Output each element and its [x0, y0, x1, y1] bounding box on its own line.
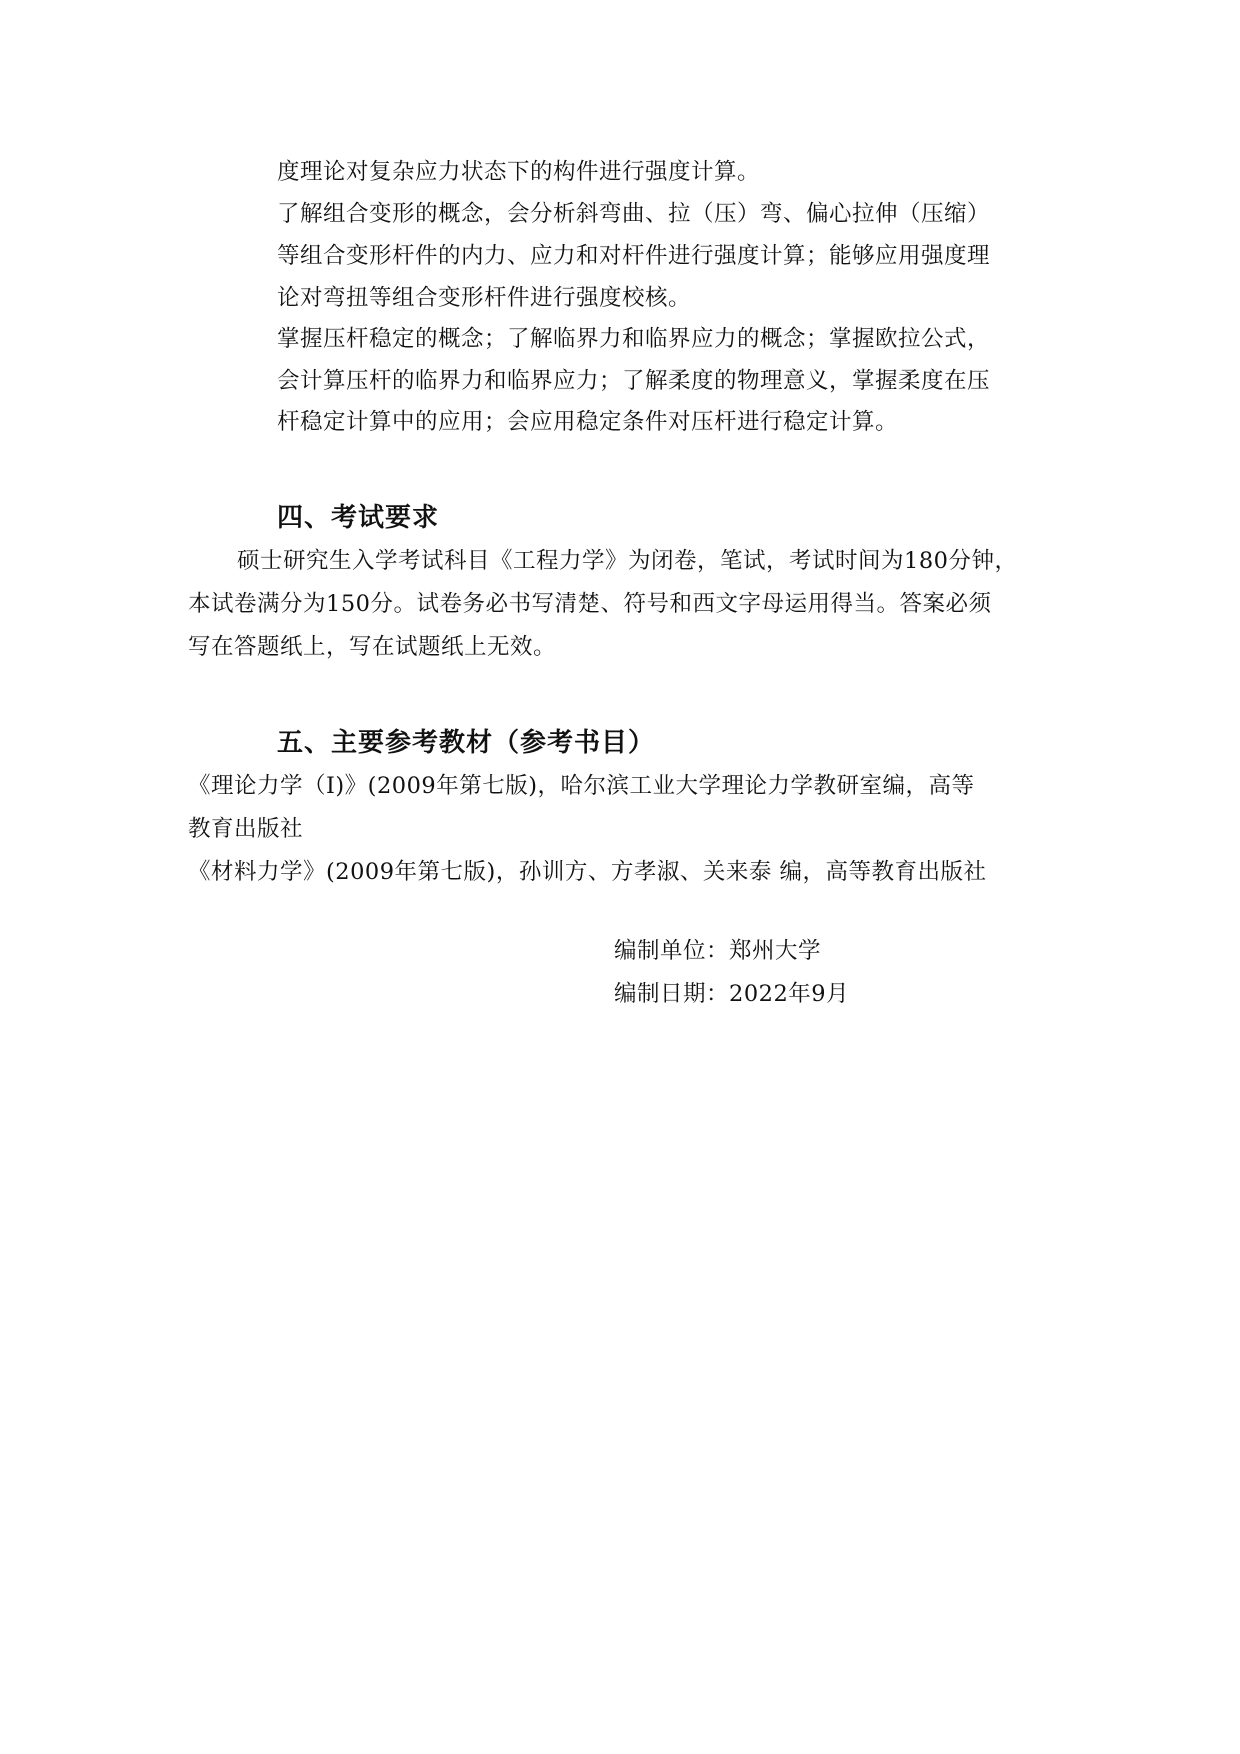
reference-line: 《理论力学（Ⅰ)》(2009年第七版)，哈尔滨工业大学理论力学教研室编，高等 — [188, 773, 975, 799]
body-line: 论对弯扭等组合变形杆件进行强度校核。 — [277, 285, 692, 311]
section-heading-exam-requirements: 四、考试要求 — [277, 503, 440, 533]
body-line: 本试卷满分为150分。试卷务必书写清楚、符号和西文字母运用得当。答案必须 — [188, 591, 992, 617]
section-heading-reference-books: 五、主要参考教材（参考书目） — [277, 728, 656, 758]
body-line: 了解组合变形的概念，会分析斜弯曲、拉（压）弯、偏心拉伸（压缩） — [277, 201, 991, 227]
body-line: 杆稳定计算中的应用；会应用稳定条件对压杆进行稳定计算。 — [277, 409, 899, 435]
body-line: 掌握压杆稳定的概念；了解临界力和临界应力的概念；掌握欧拉公式， — [277, 326, 991, 352]
compiler-unit: 编制单位：郑州大学 — [614, 938, 822, 964]
body-line: 等组合变形杆件的内力、应力和对杆件进行强度计算；能够应用强度理 — [277, 243, 991, 269]
body-line: 度理论对复杂应力状态下的构件进行强度计算。 — [277, 159, 761, 185]
body-line: 硕士研究生入学考试科目《工程力学》为闭卷，笔试，考试时间为180分钟， — [237, 548, 1018, 574]
reference-line: 《材料力学》(2009年第七版)，孙训方、方孝淑、关来泰 编，高等教育出版社 — [188, 859, 987, 885]
body-line: 会计算压杆的临界力和临界应力；了解柔度的物理意义，掌握柔度在压 — [277, 368, 991, 394]
reference-line: 教育出版社 — [188, 816, 304, 842]
compile-date: 编制日期：2022年9月 — [614, 981, 850, 1007]
body-line: 写在答题纸上，写在试题纸上无效。 — [188, 634, 557, 660]
